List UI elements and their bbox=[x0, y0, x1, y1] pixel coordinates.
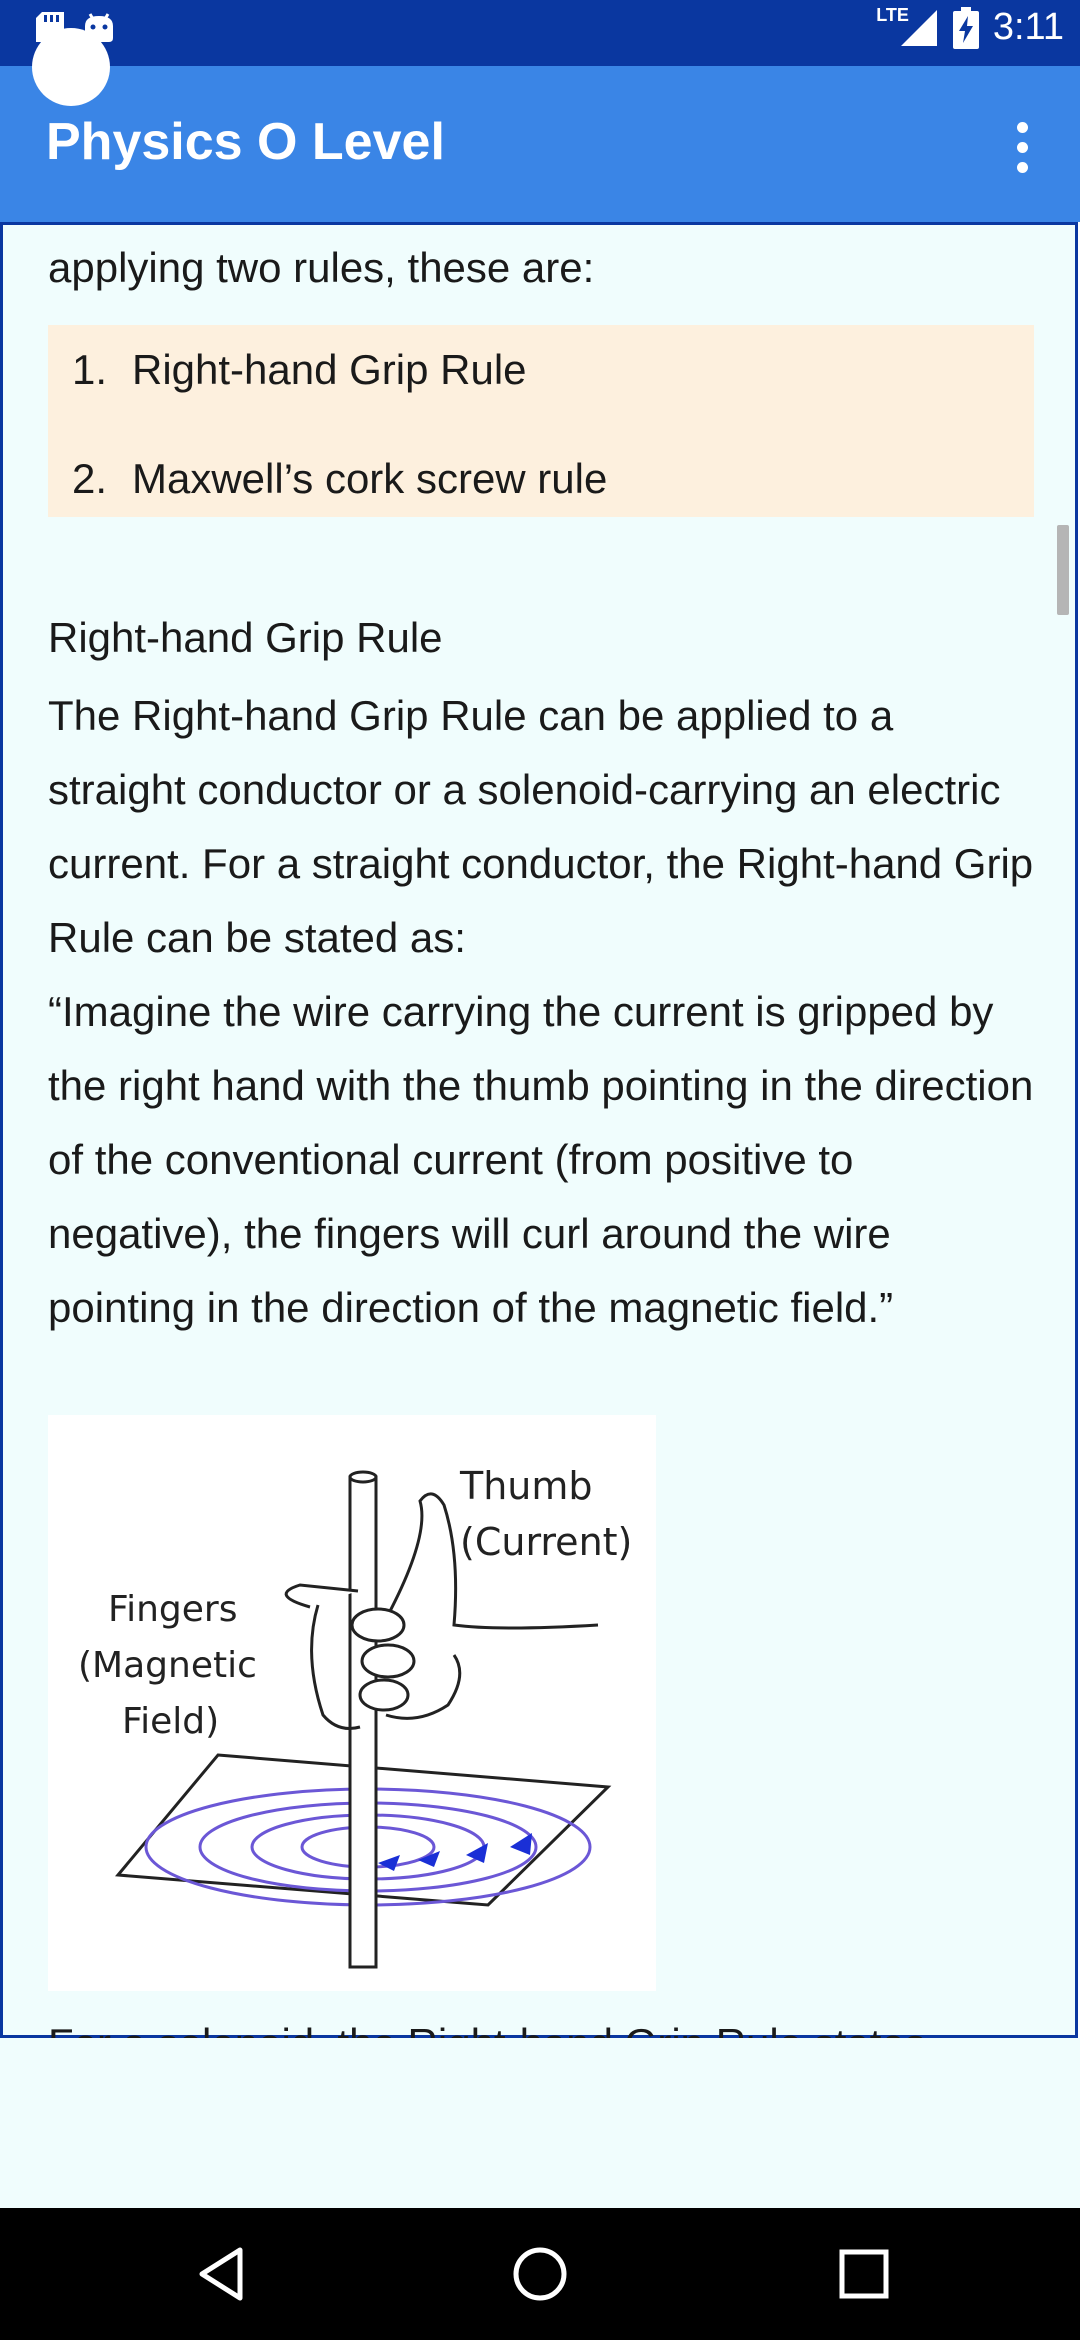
rules-list bbox=[48, 325, 1034, 517]
scrollbar-thumb[interactable] bbox=[1057, 525, 1069, 615]
current-label: (Current) bbox=[460, 1520, 633, 1564]
body-paragraph: The Right-hand Grip Rule can be applied to a straight conductor or a solenoid-carrying an electric current. For a straight conductor, the Right-hand Grip Rule can be stated as: bbox=[48, 692, 1034, 961]
navigation-bar bbox=[0, 2208, 1080, 2340]
more-options-button[interactable] bbox=[992, 110, 1052, 184]
list-item-label: Maxwell’s cork screw rule bbox=[132, 455, 608, 502]
list-number: 1. bbox=[72, 346, 108, 393]
home-icon[interactable] bbox=[512, 2246, 568, 2302]
list-item bbox=[72, 449, 607, 509]
rule-quote: “Imagine the wire carrying the current is gripped by the right hand with the thumb pointing in the direction of the conventional current (from positive to negative), the fingers will curl around the wire pointing in the direction of the magnetic field.” bbox=[48, 988, 1034, 1331]
back-icon[interactable] bbox=[194, 2246, 250, 2302]
list-item bbox=[72, 340, 527, 400]
field-label: Field) bbox=[122, 1701, 220, 1742]
more-vert-icon bbox=[1017, 122, 1028, 133]
floating-circle[interactable] bbox=[32, 28, 110, 106]
list-item-label: Right-hand Grip Rule bbox=[132, 346, 527, 393]
ad-banner-area bbox=[0, 2038, 1080, 2208]
thumb-label: Thumb bbox=[460, 1464, 593, 1508]
app-bar bbox=[0, 66, 1080, 222]
section-title: Right-hand Grip Rule bbox=[48, 614, 443, 661]
clock: 3:11 bbox=[992, 6, 1064, 48]
battery-charging-icon bbox=[953, 7, 979, 49]
grip-rule-diagram bbox=[48, 1415, 656, 1991]
article-webview[interactable] bbox=[0, 222, 1078, 2038]
status-bar bbox=[0, 0, 1080, 66]
magnetic-label: (Magnetic bbox=[78, 1645, 257, 1686]
list-number: 2. bbox=[72, 455, 108, 502]
fingers-label: Fingers bbox=[108, 1589, 238, 1630]
network-type: LTE bbox=[876, 5, 909, 25]
recent-apps-icon[interactable] bbox=[836, 2246, 892, 2302]
app-title: Physics O Level bbox=[46, 113, 445, 171]
right-hand-grip-figure bbox=[48, 1415, 656, 1991]
intro-text: applying two rules, these are: bbox=[48, 244, 595, 291]
